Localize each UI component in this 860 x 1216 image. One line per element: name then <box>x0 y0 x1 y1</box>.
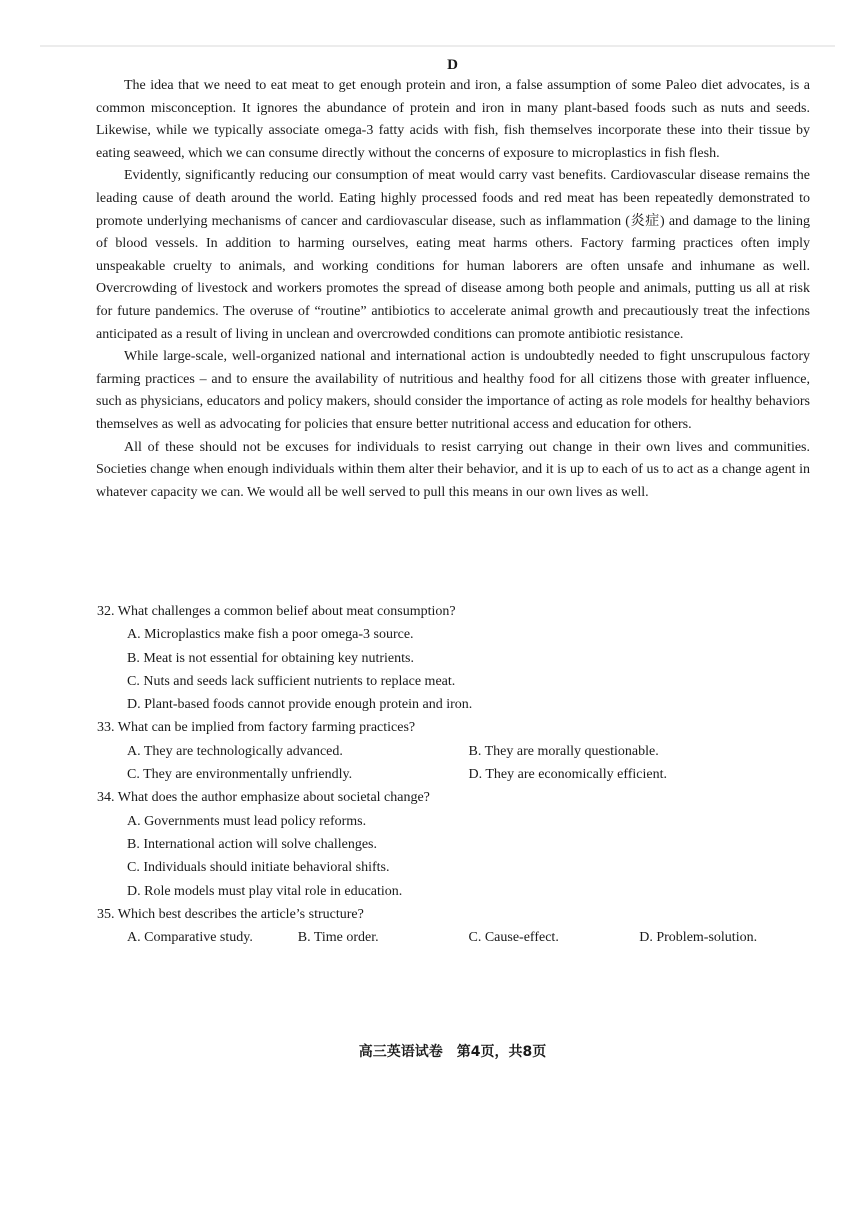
option-row <box>97 740 810 763</box>
question-stem: 34. What does the author emphasize about societal change? <box>97 790 430 806</box>
passage-paragraph-4: All of these should not be excuses for individuals to resist carrying out change in their own lives and communities. Societies change when enough individuals within them alter their behavior, and it is up to each of us to act as a change agent in whatever capacity we can. We would all be well served to pull this means in our own lives as well. <box>96 439 810 500</box>
question-stem: 32. What challenges a common belief about meat consumption? <box>97 604 456 619</box>
option-c: C. Nuts and seeds lack sufficient nutrients to replace meat. <box>127 673 456 689</box>
option-d: D. Plant-based foods cannot provide enough protein and iron. <box>127 697 473 713</box>
passage-paragraph-1: The idea that we need to eat meat to get enough protein and iron, a false assumption of some Paleo diet advocates, is a common misconception. It ignores the abundance of protein and iron in many plant-based foods such as nuts and seeds. Likewise, while we typically associate omega-3 fatty acids with fish, fish themselves incorporate these into their tissue by eating seaweed, which we can consume directly without the concerns of exposure to microplastics in fish flesh. <box>96 78 810 161</box>
option-d: D. Problem-solution. <box>639 930 758 946</box>
option-b: B. Time order. <box>297 930 379 946</box>
question-32 <box>97 600 810 716</box>
question-34 <box>97 786 810 902</box>
question-list <box>97 600 810 949</box>
option-a: A. They are technologically advanced. <box>127 743 343 759</box>
question-35 <box>97 903 810 950</box>
option-a: A. Comparative study. <box>127 930 253 946</box>
option-row <box>97 926 810 949</box>
option-d: D. Role models must play vital role in education. <box>127 883 403 899</box>
option-c: C. Cause-effect. <box>468 930 559 946</box>
option-b: B. They are morally questionable. <box>468 743 659 759</box>
option-b: B. Meat is not essential for obtaining key nutrients. <box>127 650 414 666</box>
page-footer: 高三英语试卷 第4页，共8页 <box>358 1044 547 1060</box>
option-a: A. Microplastics make fish a poor omega-3 source. <box>127 627 414 643</box>
option-b: B. International action will solve challenges. <box>127 836 377 852</box>
top-divider <box>40 45 835 47</box>
passage-paragraph-2: Evidently, significantly reducing our consumption of meat would carry vast benefits. Cardiovascular disease remains the leading cause of death around the world. Eating highly processed foods and red meat has been repeatedly demonstrated to promote underlying mechanisms of cancer and cardiovascular disease, such as inflammation (炎症) and damage to the lining of blood vessels. In addition to harming ourselves, eating meat harms others. Factory farming practices often imply unspeakable cruelty to animals, and working conditions for human laborers are often unsafe and inhumane as well. Overcrowding of livestock and workers promotes the spread of disease among both people and animals, putting us all at risk for future pandemics. The overuse of “routine” antibiotics to accelerate animal growth and precautiously treat the infections anticipated as a result of living in unclean and overcrowded conditions can promote antibiotic resistance. <box>96 168 810 342</box>
passage-paragraph-3: While large-scale, well-organized national and international action is undoubtedly needed to fight unscrupulous factory farming practices – and to ensure the availability of nutritious and healthy food for all citizens those with greater influence, such as physicians, educators and policy makers, should consider the importance of acting as role models for healthy behaviors themselves as well as advocating for policies that ensure better nutritional access and education for others. <box>96 349 810 432</box>
option-d: D. They are economically efficient. <box>468 767 668 783</box>
question-stem: 33. What can be implied from factory farming practices? <box>97 720 416 736</box>
option-c: C. Individuals should initiate behavioral shifts. <box>127 860 390 876</box>
option-row <box>97 763 810 786</box>
reading-passage <box>96 75 810 504</box>
question-stem: 35. Which best describes the article’s structure? <box>97 906 364 922</box>
option-c: C. They are environmentally unfriendly. <box>127 767 353 783</box>
section-letter: D <box>447 57 458 73</box>
option-a: A. Governments must lead policy reforms. <box>127 813 367 829</box>
question-33 <box>97 716 810 786</box>
